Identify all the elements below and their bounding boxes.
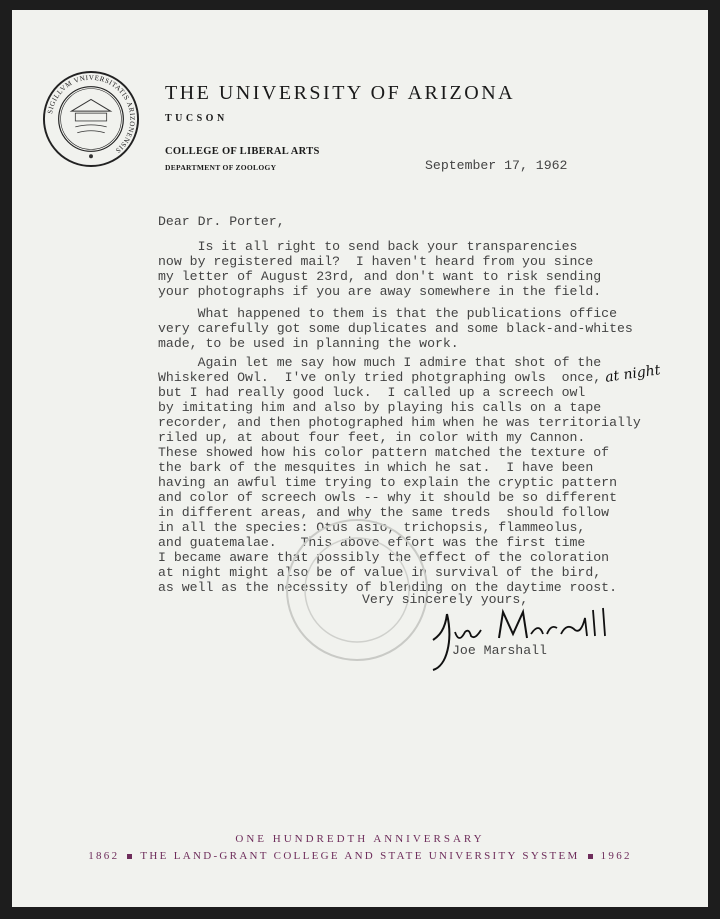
college-name: COLLEGE OF LIBERAL ARTS bbox=[165, 146, 320, 157]
handwritten-insert: at night bbox=[604, 362, 662, 386]
embossed-stamp bbox=[262, 515, 452, 665]
signature bbox=[427, 600, 627, 680]
footer-system-line bbox=[12, 850, 708, 862]
department-name: DEPARTMENT OF ZOOLOGY bbox=[165, 163, 277, 172]
seal-text: SIGILLVM VNIVERSITATIS ARIZONENSIS bbox=[46, 73, 137, 155]
university-seal bbox=[42, 70, 140, 168]
closing: Very sincerely yours, bbox=[362, 592, 529, 607]
footer-year-end: 1962 bbox=[600, 850, 632, 862]
footer-system: THE LAND-GRANT COLLEGE AND STATE UNIVERSITY SYSTEM bbox=[140, 850, 580, 862]
typed-name: Joe Marshall bbox=[452, 643, 547, 658]
letter-date: September 17, 1962 bbox=[425, 158, 568, 173]
square-bullet-icon bbox=[127, 854, 132, 859]
paragraph-3: Again let me say how much I admire that shot of the Whiskered Owl. I've only tried photgraphing owls once, but I had really good luck. I called up a screech owl by imitating him and also by playing his calls on a tape recorder, and then photographed him when he was territorially riled up, at about four feet, in color with my Cannon. These showed how his color pattern matched the texture of the bark of the mesquites in which he sat. I have been having an awful time trying to explain the cryptic pattern and color of screech owls -- why it should be so different in different areas, and why the same treds should follow in all the species: Otus asio, trichopsis, flammeolus, and guatemalae. This above effort was the first time I became aware that possibly the effect of the coloration at night might also be of value in survival of the bird, as well as the necessity of blending on the daytime roost. bbox=[158, 355, 641, 595]
footer-year-start: 1862 bbox=[88, 850, 120, 862]
letter-page bbox=[12, 10, 708, 907]
paragraph-1: Is it all right to send back your transparencies now by registered mail? I haven't heard from you since my letter of August 23rd, and don't want to risk sending your photographs if you are away somewhere in the field. bbox=[158, 239, 602, 299]
square-bullet-icon bbox=[588, 854, 593, 859]
city-name: TUCSON bbox=[165, 113, 228, 124]
paragraph-2: What happened to them is that the publications office very carefully got some duplicates and some black-and-whites made, to be used in planning the work. bbox=[158, 306, 633, 351]
university-name: THE UNIVERSITY OF ARIZONA bbox=[165, 82, 516, 104]
salutation: Dear Dr. Porter, bbox=[158, 214, 285, 229]
footer-anniversary: ONE HUNDREDTH ANNIVERSARY bbox=[235, 833, 485, 845]
